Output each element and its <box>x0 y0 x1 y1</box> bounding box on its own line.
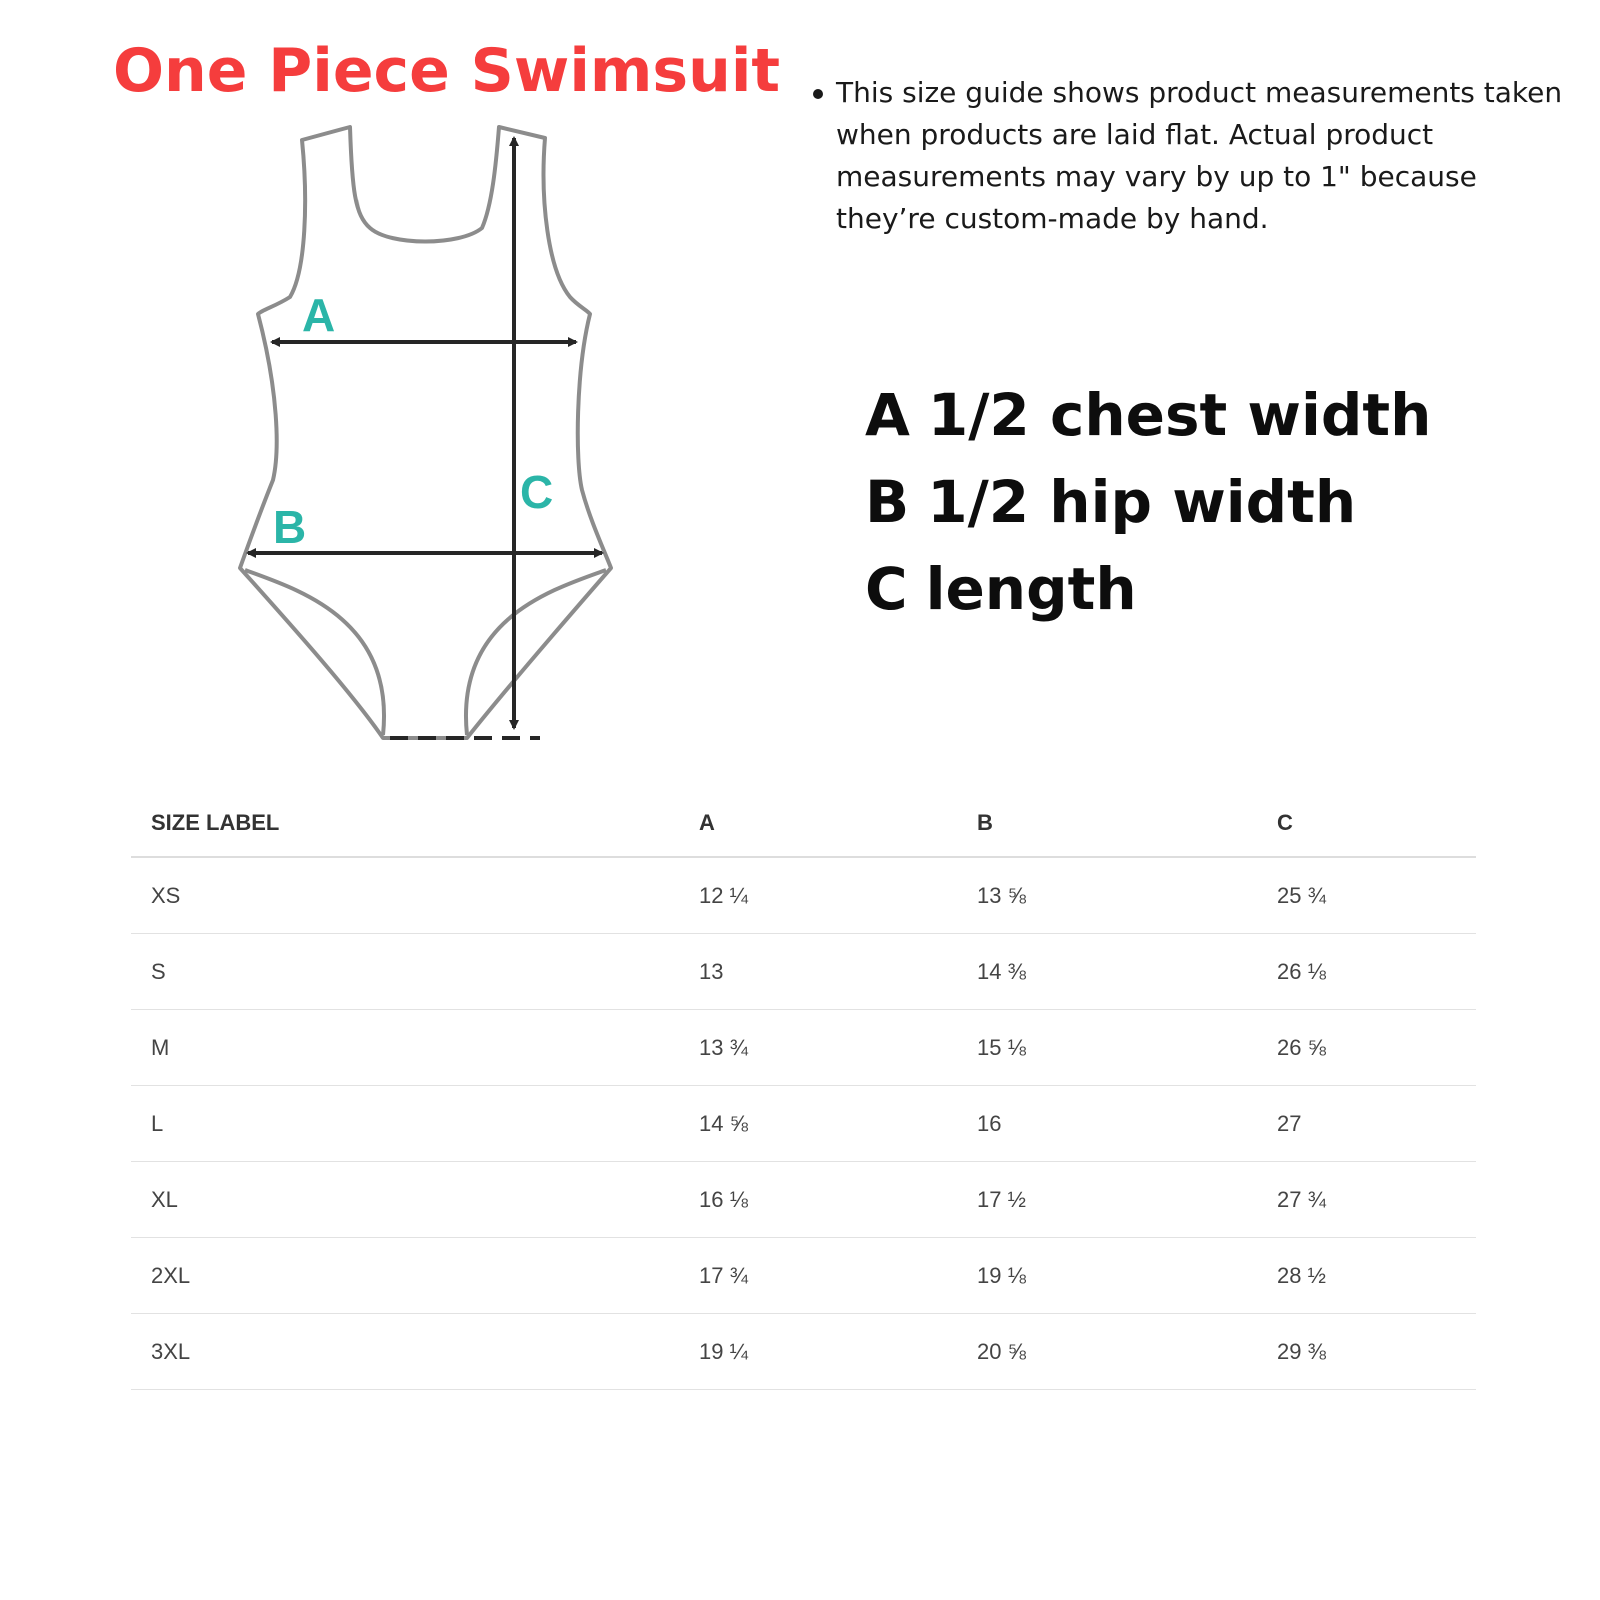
cell-c: 27 ¾ <box>1257 1162 1476 1238</box>
cell-size: L <box>131 1086 679 1162</box>
legend-label: 1/2 chest width <box>927 381 1432 449</box>
table-header-row <box>131 790 1476 857</box>
table-row <box>131 1314 1476 1390</box>
cell-c: 27 <box>1257 1086 1476 1162</box>
table-row <box>131 1010 1476 1086</box>
header-b: B <box>957 790 1257 857</box>
cell-size: S <box>131 934 679 1010</box>
cell-c: 26 ⅝ <box>1257 1010 1476 1086</box>
measurement-legend <box>865 372 1585 633</box>
cell-b: 14 ⅜ <box>957 934 1257 1010</box>
marker-c-label: C <box>520 466 554 518</box>
cell-c: 29 ⅜ <box>1257 1314 1476 1390</box>
cell-size: M <box>131 1010 679 1086</box>
legend-label: length <box>925 555 1137 623</box>
cell-a: 13 ¾ <box>679 1010 957 1086</box>
legend-letter: A <box>865 381 910 449</box>
cell-b: 13 ⅝ <box>957 857 1257 934</box>
legend-item-a <box>865 372 1585 459</box>
cell-a: 12 ¼ <box>679 857 957 934</box>
cell-a: 13 <box>679 934 957 1010</box>
header-a: A <box>679 790 957 857</box>
cell-b: 15 ⅛ <box>957 1010 1257 1086</box>
table-row <box>131 1162 1476 1238</box>
table-row <box>131 934 1476 1010</box>
cell-size: XL <box>131 1162 679 1238</box>
legend-letter: B <box>865 468 910 536</box>
cell-size: XS <box>131 857 679 934</box>
legend-item-b <box>865 459 1585 546</box>
table-row <box>131 857 1476 934</box>
legend-item-c <box>865 546 1585 633</box>
cell-c: 25 ¾ <box>1257 857 1476 934</box>
table-row <box>131 1238 1476 1314</box>
legend-label: 1/2 hip width <box>927 468 1357 536</box>
cell-size: 2XL <box>131 1238 679 1314</box>
size-guide-note <box>810 72 1570 240</box>
cell-c: 26 ⅛ <box>1257 934 1476 1010</box>
cell-b: 20 ⅝ <box>957 1314 1257 1390</box>
page-title: One Piece Swimsuit <box>113 36 781 106</box>
legend-letter: C <box>865 555 908 623</box>
size-table <box>131 790 1476 1390</box>
header-size-label: SIZE LABEL <box>131 790 679 857</box>
cell-b: 19 ⅛ <box>957 1238 1257 1314</box>
cell-c: 28 ½ <box>1257 1238 1476 1314</box>
cell-a: 14 ⅝ <box>679 1086 957 1162</box>
cell-a: 17 ¾ <box>679 1238 957 1314</box>
marker-a-label: A <box>302 289 336 341</box>
table-row <box>131 1086 1476 1162</box>
header-c: C <box>1257 790 1476 857</box>
cell-a: 16 ⅛ <box>679 1162 957 1238</box>
cell-b: 17 ½ <box>957 1162 1257 1238</box>
cell-a: 19 ¼ <box>679 1314 957 1390</box>
marker-b-label: B <box>273 501 307 553</box>
swimsuit-outline <box>240 127 611 738</box>
note-text: This size guide shows product measurements taken when products are laid flat. Actual product measurements may vary by up to 1" because they’re custom-made by hand. <box>810 72 1570 240</box>
swimsuit-diagram <box>230 118 630 768</box>
cell-size: 3XL <box>131 1314 679 1390</box>
cell-b: 16 <box>957 1086 1257 1162</box>
